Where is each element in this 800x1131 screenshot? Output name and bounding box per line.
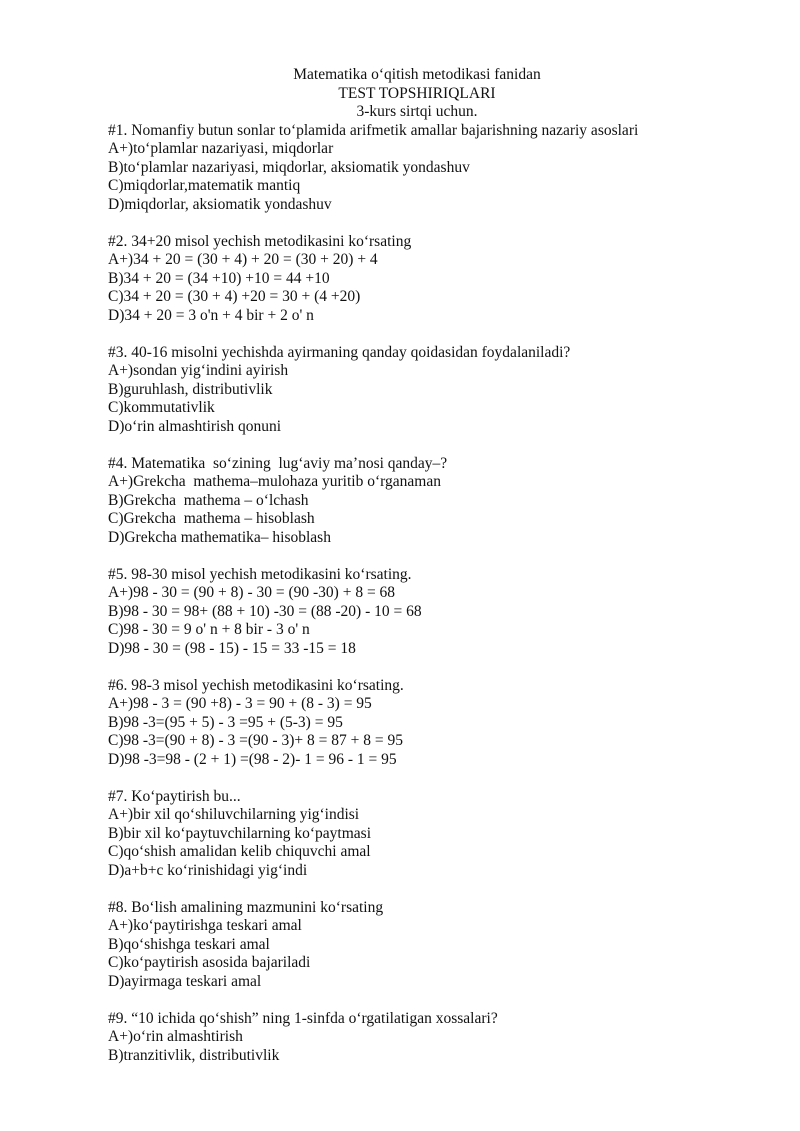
option-a: A+)98 - 30 = (90 + 8) - 30 = (90 -30) + 8 = 68	[108, 584, 396, 601]
question-text: #8. Bo‘lish amalining mazmunini ko‘rsating	[108, 898, 384, 916]
question-4	[108, 455, 760, 548]
option-a: A+)Grekcha mathema–mulohaza yuritib o‘rganaman	[108, 473, 441, 490]
question-text: #3. 40-16 misolni yechishda ayirmaning qanday qoidasidan foydalaniladi?	[108, 343, 571, 361]
option-c: C)miqdorlar,matematik mantiq	[108, 177, 301, 194]
question-text: #7. Ko‘paytirish bu...	[108, 787, 241, 805]
option-a: A+)o‘rin almashtirish	[108, 1028, 243, 1045]
option-a: A+)ko‘paytirishga teskari amal	[108, 917, 302, 934]
option-b: B)34 + 20 = (34 +10) +10 = 44 +10	[108, 269, 330, 287]
option-b: B)98 - 30 = 98+ (88 + 10) -30 = (88 -20) - 10 = 68	[108, 602, 422, 620]
option-b: B)Grekcha mathema – o‘lchash	[108, 491, 309, 509]
option-a: A+)sondan yig‘indini ayirish	[108, 362, 289, 379]
option-d: D)98 - 30 = (98 - 15) - 15 = 33 -15 = 18	[108, 639, 356, 657]
question-text: #9. “10 ichida qo‘shish” ning 1-sinfda o‘rgatilatigan xossalari?	[108, 1009, 498, 1027]
option-d: D)a+b+c ko‘rinishidagi yig‘indi	[108, 861, 308, 879]
option-c: C)Grekcha mathema – hisoblash	[108, 510, 315, 527]
option-b: B)bir xil ko‘paytuvchilarning ko‘paytmasi	[108, 824, 372, 842]
option-c: C)kommutativlik	[108, 399, 215, 416]
question-text: #5. 98-30 misol yechish metodikasini ko‘rsating.	[108, 565, 412, 583]
question-text: #6. 98-3 misol yechish metodikasini ko‘rsating.	[108, 676, 404, 694]
option-c: C)98 - 30 = 9 o' n + 8 bir - 3 o' n	[108, 621, 310, 638]
option-d: D)Grekcha mathematika– hisoblash	[108, 528, 331, 546]
option-b: B)qo‘shishga teskari amal	[108, 935, 270, 953]
test-title: TEST TOPSHIRIQLARI	[338, 84, 496, 102]
option-b: B)tranzitivlik, distributivlik	[108, 1046, 280, 1064]
subject-title: Matematika o‘qitish metodikasi fanidan	[293, 66, 541, 83]
question-7	[108, 788, 760, 881]
course-subtitle: 3-kurs sirtqi uchun.	[356, 103, 478, 120]
option-a: A+)bir xil qo‘shiluvchilarning yig‘indisi	[108, 806, 360, 823]
question-8	[108, 899, 760, 992]
question-1	[108, 122, 760, 215]
option-a: A+)34 + 20 = (30 + 4) + 20 = (30 + 20) + 4	[108, 251, 378, 268]
question-text: #4. Matematika so‘zining lug‘aviy ma’nosi qanday–?	[108, 454, 448, 472]
question-text: #1. Nomanfiy butun sonlar to‘plamida arifmetik amallar bajarishning nazariy asoslari	[108, 121, 639, 139]
option-d: D)98 -3=98 - (2 + 1) =(98 - 2)- 1 = 96 - 1 = 95	[108, 750, 397, 768]
option-d: D)34 + 20 = 3 o'n + 4 bir + 2 o' n	[108, 306, 314, 324]
question-5	[108, 566, 760, 659]
option-b: B)guruhlash, distributivlik	[108, 380, 273, 398]
option-c: C)98 -3=(90 + 8) - 3 =(90 - 3)+ 8 = 87 + 8 = 95	[108, 732, 403, 749]
option-a: A+)to‘plamlar nazariyasi, miqdorlar	[108, 140, 334, 157]
question-text: #2. 34+20 misol yechish metodikasini ko‘rsating	[108, 232, 412, 250]
question-list	[0, 122, 800, 1066]
question-9	[108, 1010, 760, 1066]
option-d: D)miqdorlar, aksiomatik yondashuv	[108, 195, 332, 213]
option-b: B)98 -3=(95 + 5) - 3 =95 + (5-3) = 95	[108, 713, 343, 731]
option-a: A+)98 - 3 = (90 +8) - 3 = 90 + (8 - 3) = 95	[108, 695, 372, 712]
option-b: B)to‘plamlar nazariyasi, miqdorlar, aksiomatik yondashuv	[108, 158, 470, 176]
question-3	[108, 344, 760, 437]
option-c: C)qo‘shish amalidan kelib chiquvchi amal	[108, 843, 371, 860]
option-c: C)ko‘paytirish asosida bajariladi	[108, 954, 311, 971]
question-6	[108, 677, 760, 770]
option-c: C)34 + 20 = (30 + 4) +20 = 30 + (4 +20)	[108, 288, 361, 305]
document-header	[0, 66, 800, 122]
question-2	[108, 233, 760, 326]
option-d: D)o‘rin almashtirish qonuni	[108, 417, 282, 435]
option-d: D)ayirmaga teskari amal	[108, 972, 262, 990]
